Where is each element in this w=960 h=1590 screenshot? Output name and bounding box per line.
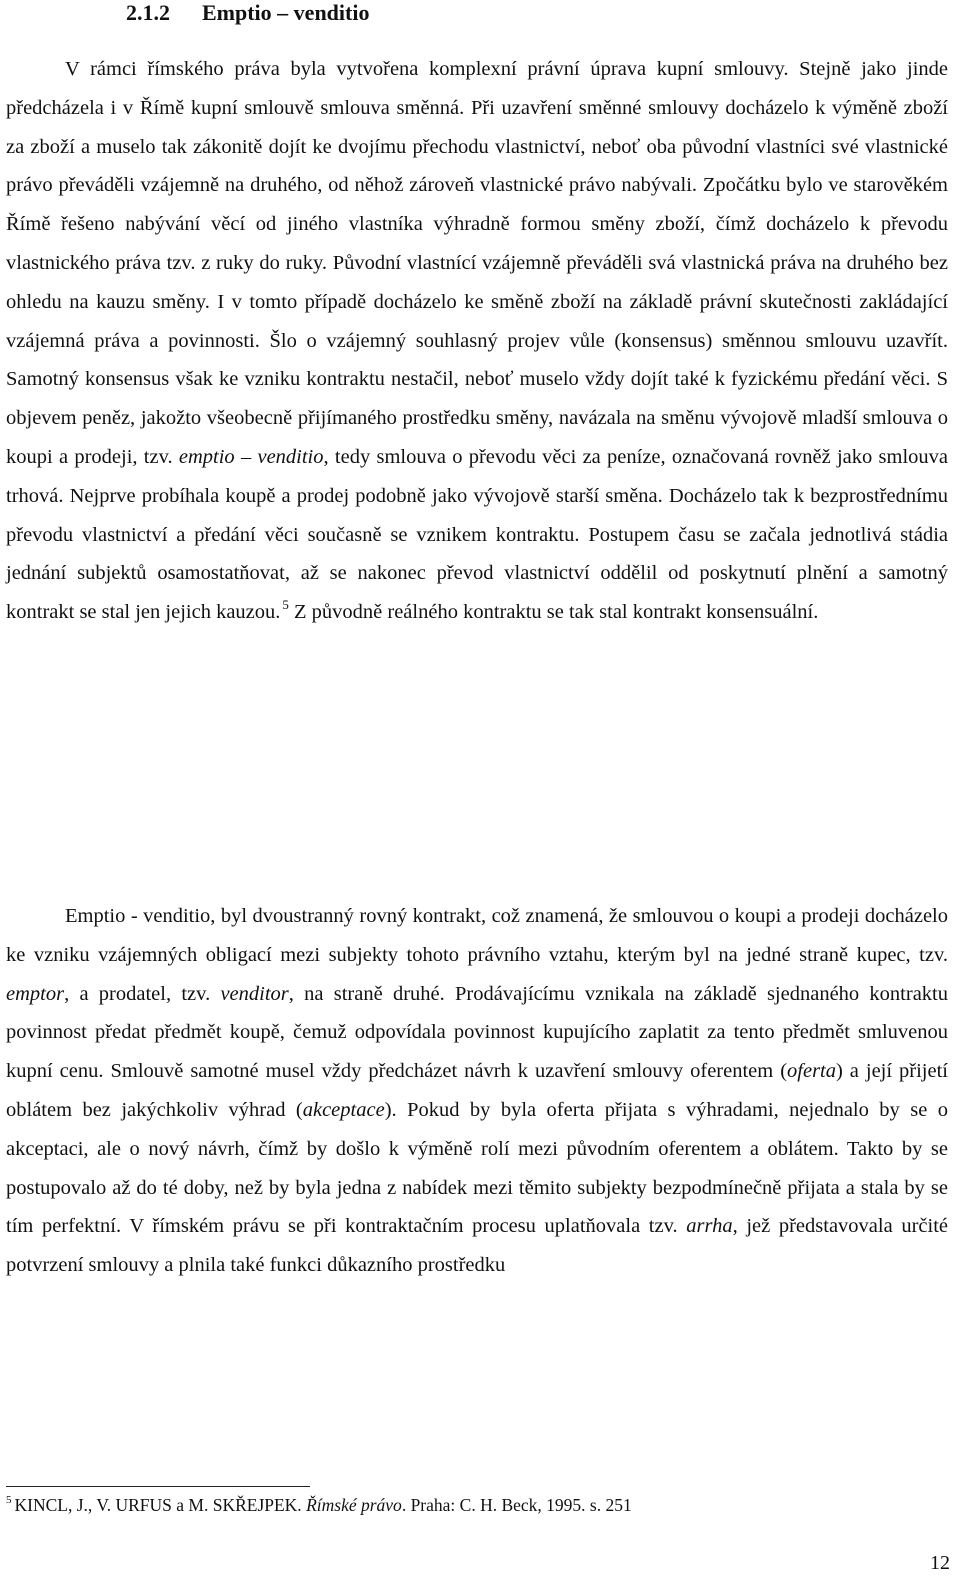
footnote-reference[interactable]: 5 (282, 597, 289, 613)
footnote-divider (6, 1486, 310, 1487)
footnote-text-1: KINCL, J., V. URFUS a M. SKŘEJPEK. (14, 1495, 307, 1515)
paragraph-2-italic-4: akceptace (302, 1098, 385, 1121)
paragraph-1-text-3: Z původně reálného kontraktu se tak stal kontrakt konsensuální. (288, 601, 819, 624)
section-title: Emptio – venditio (202, 0, 370, 25)
section-number: 2.1.2 (126, 0, 170, 25)
paragraph-2-italic-2: venditor (220, 982, 289, 1005)
paragraph-2-text-3: , na straně druhé. Prodávajícímu vznikala na základě sjednaného kontraktu povinnost předat předmět koupě, čemuž odpovídala povinnost kupujícího zaplatit za tento předmět smluvenou kupní cenu. Smlouvě samotné musel vždy předcházet návrh k uzavření smlouvy oferentem ( (6, 982, 948, 1083)
paragraph-1-text-1: V rámci římského práva byla vytvořena komplexní právní úprava kupní smlouvy. Stejně jako jinde předcházela i v Římě kupní smlouvě smlouva směnná. Při uzavření směnné smlouvy docházelo k výměně zboží za zboží a muselo tak zákonitě dojít ke dvojímu přechodu vlastnictví, neboť oba původní vlastníci své vlastnické právo převáděli vzájemně na druhého, od něhož zároveň vlastnické právo nabývali. Zpočátku bylo ve starověkém Římě řešeno nabývání věcí od jiného vlastníka výhradně formou směny zboží, čímž docházelo k převodu vlastnického práva tzv. z ruky do ruky. Původní vlastnící vzájemně převáděli svá vlastnická práva na druhého bez ohledu na kauzu směny. I v tomto případě docházelo ke směně zboží na základě právní skutečnosti zakládající vzájemná práva a povinnosti. Šlo o vzájemný souhlasný projev vůle (konsensus) směnnou smlouvu uzavřít. Samotný konsensus však ke vzniku kontraktu nestačil, neboť muselo vždy dojít také k fyzickému předání věci. S objevem peněz, jakožto všeobecně přijímaného prostředku směny, navázala na směnu vývojově mladší smlouva o koupi a prodeji, tzv. (6, 58, 948, 468)
paragraph-2-text-1: Emptio - venditio, byl dvoustranný rovný kontrakt, což znamená, že smlouvou o koupi a prodeji docházelo ke vzniku vzájemných obligací mezi subjekty tohoto právního vztahu, kterým byl na jedné straně kupec, tzv. (6, 905, 948, 966)
page-number: 12 (930, 1552, 950, 1574)
paragraph-2-text-5: ). Pokud by byla oferta přijata s výhradami, nejednalo by se o akceptaci, ale o nový návrh, čímž by došlo k výměně rolí mezi původním oferentem a oblátem. Takto by se postupovalo až do té doby, než by byla jedna z nabídek mezi těmito subjekty bezpodmínečně přijata a stala by se tím perfektní. V římském právu se při kontraktačním procesu uplatňovala tzv. (6, 1098, 948, 1238)
footnote-italic: Římské právo (306, 1495, 402, 1515)
paragraph-2-italic-3: oferta (787, 1060, 836, 1083)
footnote-number: 5 (6, 1494, 12, 1506)
footnote-text-2: . Praha: C. H. Beck, 1995. s. 251 (401, 1495, 632, 1515)
paragraph-2 (6, 897, 948, 1285)
paragraph-1-italic-1: emptio – venditio (178, 445, 324, 468)
paragraph-2-italic-1: emptor (6, 982, 65, 1005)
paragraph-2-text-4: ) a její přijetí oblátem bez jakýchkoliv výhrad ( (6, 1060, 948, 1121)
paragraph-1-text-2: , tedy smlouva o převodu věci za peníze, označovaná rovněž jako smlouva trhová. Nejprve probíhala koupě a prodej podobně jako vývojově starší směna. Docházelo tak k bezprostřednímu převodu vlastnictví a předání věci současně se vznikem kontraktu. Postupem času se začala jednotlivá stádia jednání subjektů osamostatňovat, až se nakonec převod vlastnictví oddělil od poskytnutí plnění a samotný kontrakt se stal jen jejich kauzou. (6, 445, 948, 624)
paragraph-1 (6, 50, 948, 632)
section-heading (126, 0, 369, 29)
paragraph-2-italic-5: arrha (686, 1215, 733, 1238)
paragraph-2-text-6: , jež představovala určité potvrzení smlouvy a plnila také funkci důkazního prostředku (6, 1215, 948, 1277)
paragraph-2-text-2: , a prodatel, tzv. (64, 982, 221, 1005)
footnote (6, 1493, 632, 1517)
